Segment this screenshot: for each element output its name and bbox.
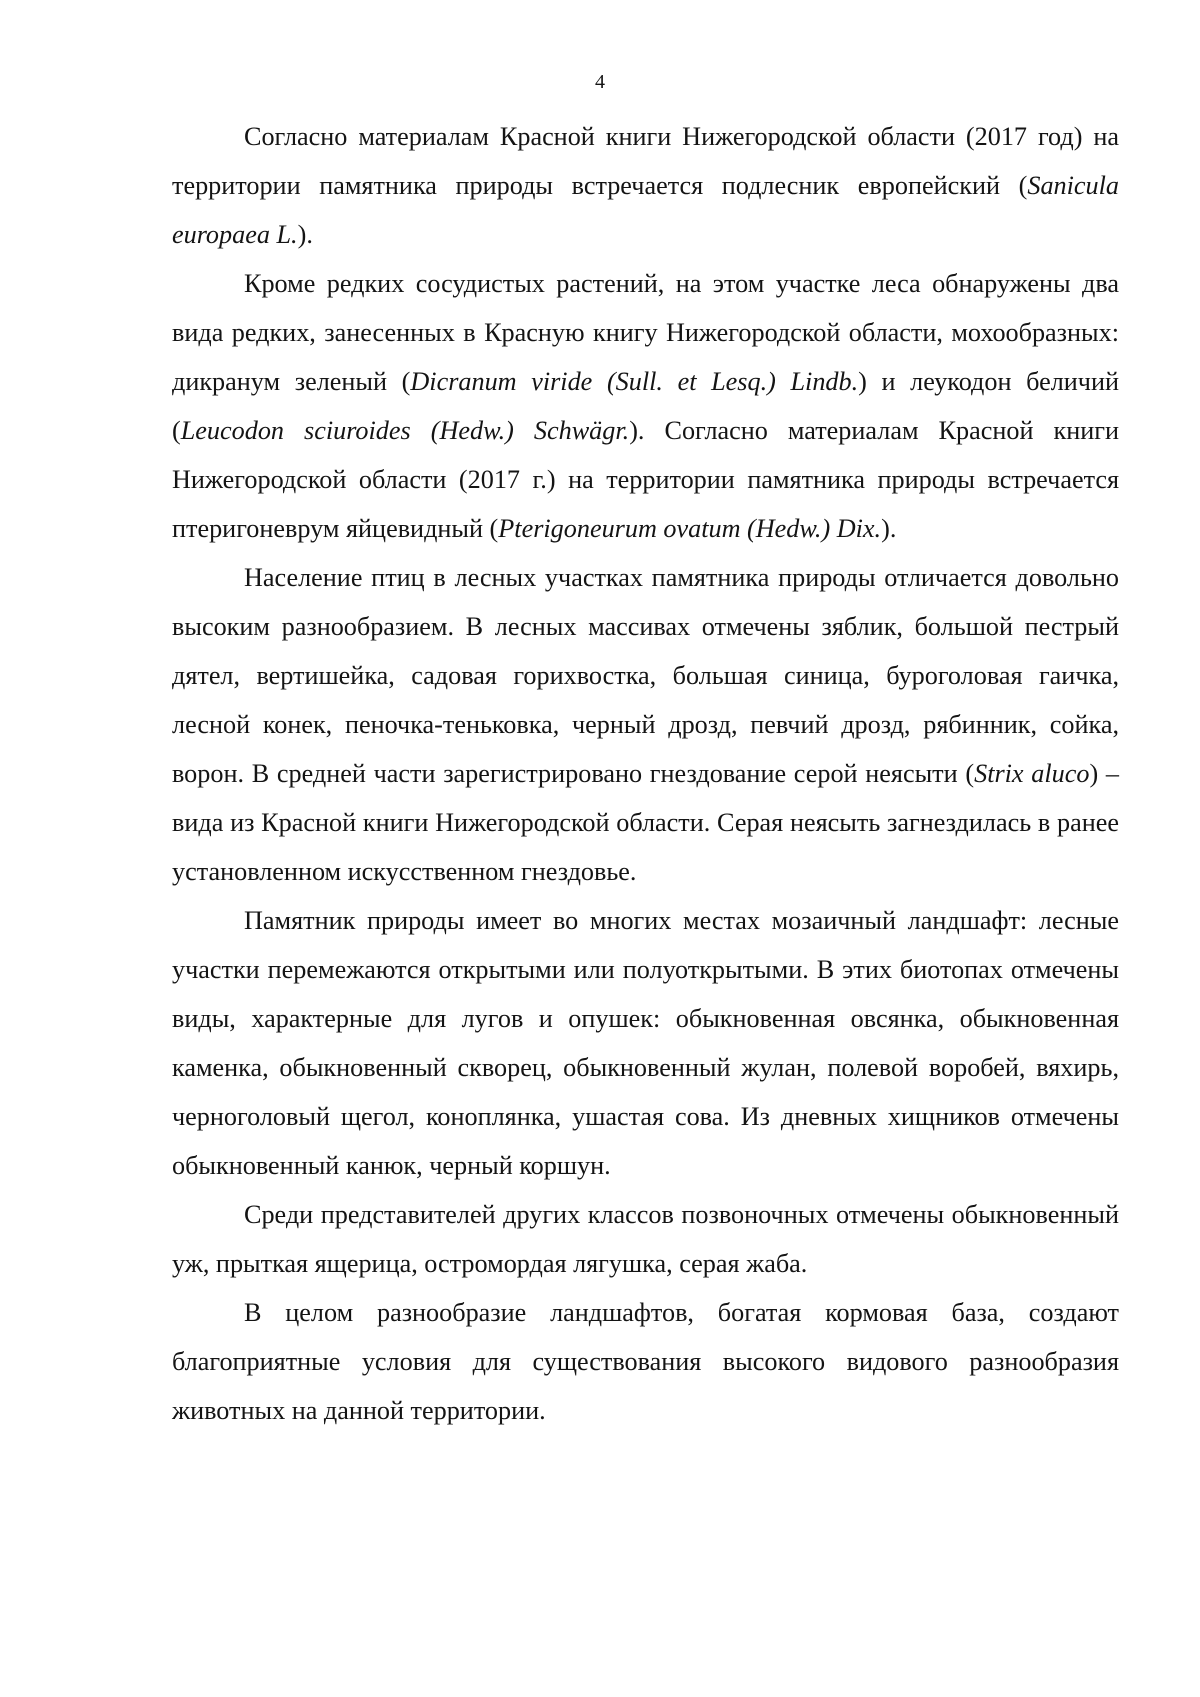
text-segment: В целом разнообразие ландшафтов, богатая кормовая база, создают благоприятные условия для существования высокого видового разнообразия животных на данной территории. — [172, 1298, 1119, 1425]
text-segment: ) – вида из Красной книги Нижегородской области. Серая неясыть загнездилась в ранее установленном искусственном гнездовье. — [172, 759, 1119, 886]
text-segment: ). — [881, 514, 897, 543]
text-segment: Согласно материалам Красной книги Нижегородской области (2017 год) на территории памятника природы встречается подлесник европейский ( — [172, 122, 1119, 200]
paragraph — [172, 553, 1119, 896]
text-segment: ) и леукодон беличий ( — [172, 367, 1119, 445]
latin-species-name: Leucodon sciuroides (Hedw.) Schwägr. — [180, 416, 630, 445]
document-body — [172, 112, 1119, 1435]
paragraph — [172, 896, 1119, 1190]
text-segment: ). — [297, 220, 313, 249]
text-segment: Кроме редких сосудистых растений, на этом участке леса обнаружены два вида редких, занесенных в Красную книгу Нижегородской области, мохообразных: дикранум зеленый ( — [172, 269, 1119, 396]
latin-species-name: Strix aluco — [974, 759, 1090, 788]
text-segment: Среди представителей других классов позвоночных отмечены обыкновенный уж, прыткая ящерица, остромордая лягушка, серая жаба. — [172, 1200, 1119, 1278]
paragraph — [172, 112, 1119, 259]
paragraph — [172, 1190, 1119, 1288]
page-number: 4 — [595, 71, 605, 93]
latin-species-name: Dicranum viride (Sull. et Lesq.) Lindb. — [410, 367, 859, 396]
text-segment: ). Согласно материалам Красной книги Нижегородской области (2017 г.) на территории памятника природы встречается птеригоневрум яйцевидный ( — [172, 416, 1119, 543]
text-segment: Памятник природы имеет во многих местах мозаичный ландшафт: лесные участки перемежаются открытыми или полуоткрытыми. В этих биотопах отмечены виды, характерные для лугов и опушек: обыкновенная овсянка, обыкновенная каменка, обыкновенный скворец, обыкновенный жулан, полевой воробей, вяхирь, черноголовый щегол, коноплянка, ушастая сова. Из дневных хищников отмечены обыкновенный канюк, черный коршун. — [172, 906, 1119, 1180]
latin-species-name: Pterigoneurum ovatum (Hedw.) Dix. — [498, 514, 882, 543]
latin-species-name: Sanicula europaea L. — [172, 171, 1119, 249]
paragraph — [172, 1288, 1119, 1435]
paragraph — [172, 259, 1119, 553]
text-segment: Население птиц в лесных участках памятника природы отличается довольно высоким разнообразием. В лесных массивах отмечены зяблик, большой пестрый дятел, вертишейка, садовая горихвостка, большая синица, буроголовая гаичка, лесной конек, пеночка-теньковка, черный дрозд, певчий дрозд, рябинник, сойка, ворон. В средней части зарегистрировано гнездование серой неясыти ( — [172, 563, 1119, 788]
